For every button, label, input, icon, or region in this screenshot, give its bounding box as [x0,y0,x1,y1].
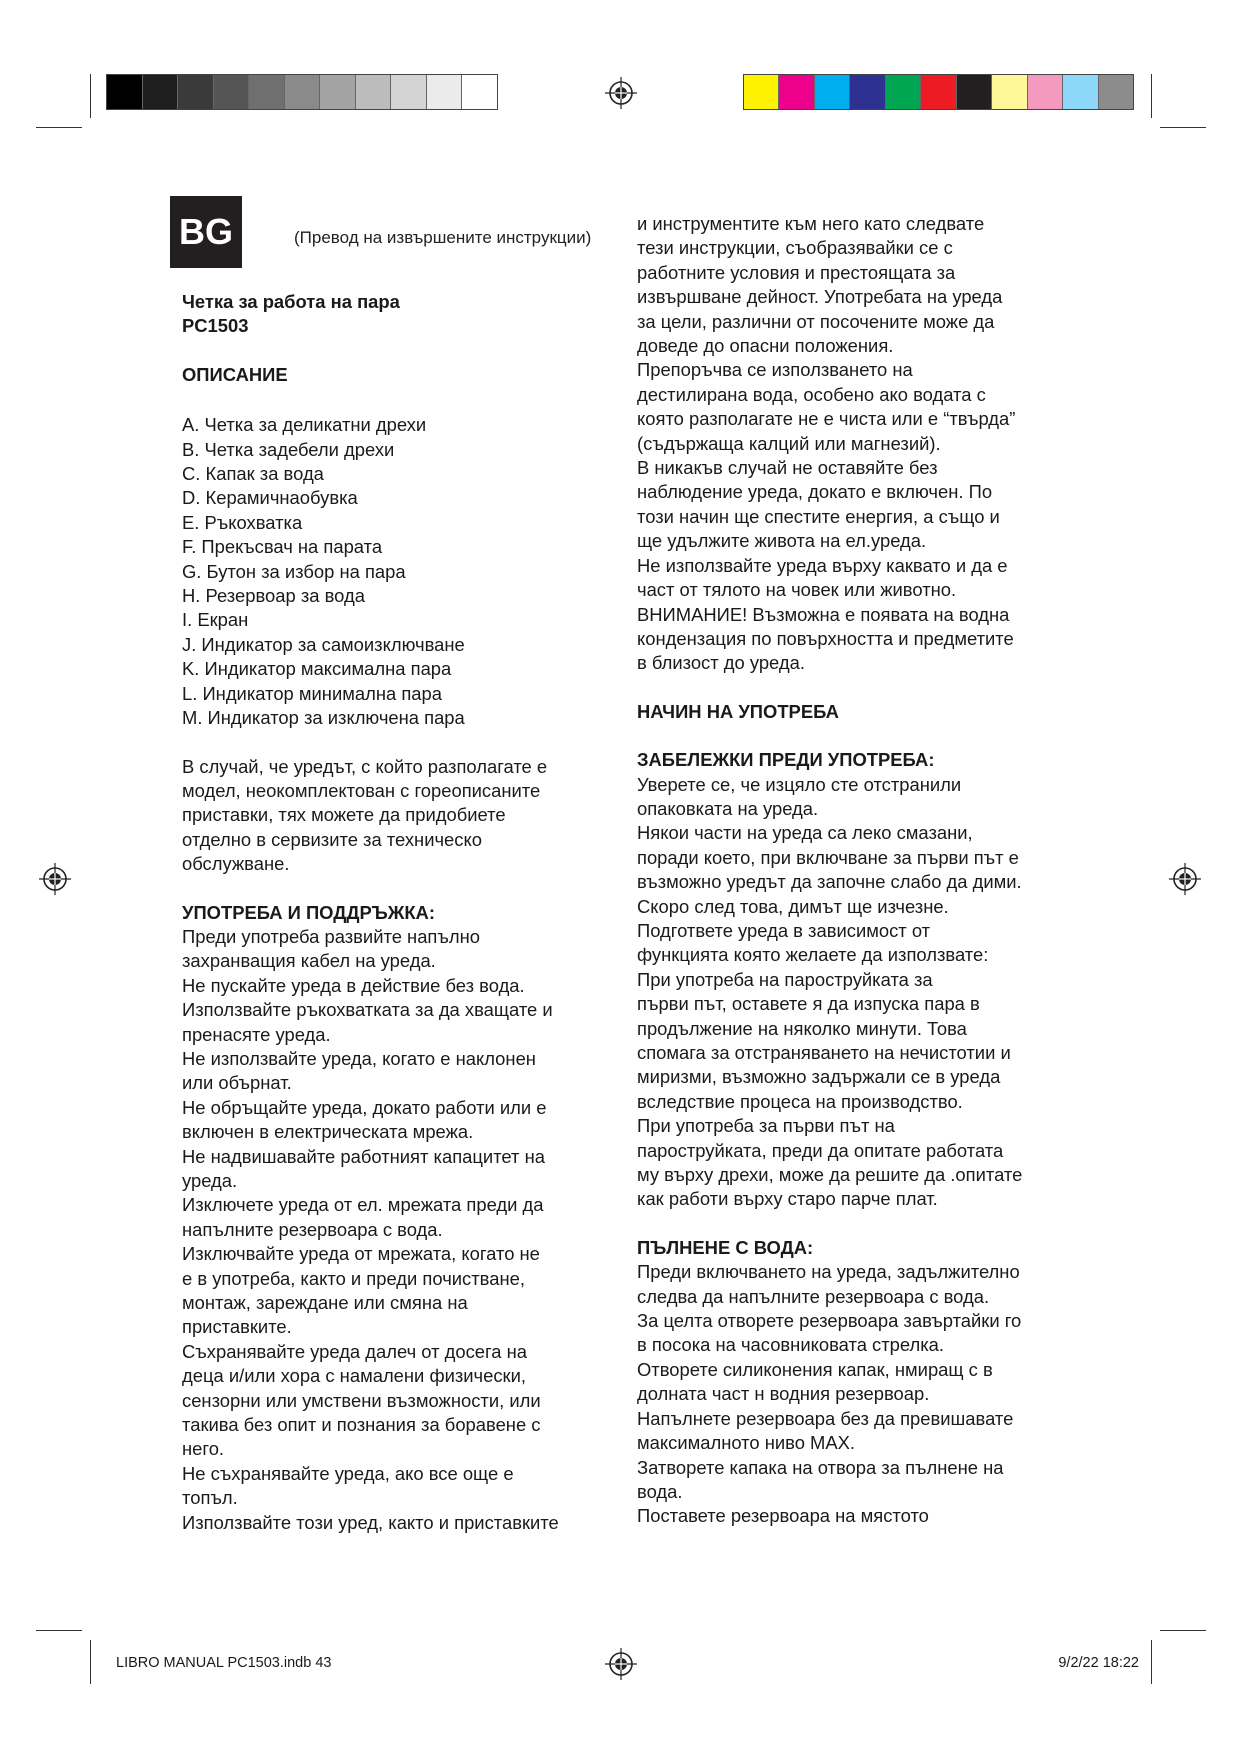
text-line: Някои части на уреда са леко смазани, [637,822,973,844]
text-line: Изключете уреда от ел. мрежата преди да [182,1194,544,1216]
text-line: В никакъв случай не оставяйте без [637,457,938,479]
text-line: продължение на няколко минути. Това [637,1017,967,1039]
text-line: спомага за отстраняването на нечистотии и [637,1042,1011,1063]
color-swatch [427,75,463,109]
process-color-bar [743,74,1134,110]
footer-date-time: 9/2/22 18:22 [1058,1655,1139,1671]
notes-text [637,773,1077,1212]
crop-mark [1160,1630,1206,1631]
crop-mark [90,1640,91,1684]
text-line: Преди употреба развийте напълно [182,925,480,947]
text-line: включен в електрическата мрежа. [182,1121,474,1143]
registration-mark-icon [1168,862,1202,896]
text-line: (съдържаща калций или магнезий). [637,432,941,454]
description-heading: ОПИСАНИЕ [182,363,288,385]
text-line: Уверете се, че изцяло сте отстранили [637,773,962,795]
safety-text [637,212,1077,676]
text-line: вода. [637,1480,683,1502]
text-line: топъл. [182,1487,238,1509]
text-line: него. [182,1438,225,1460]
text-line: поради което, при включване за първи път е [637,846,1019,868]
crop-mark [1151,1640,1152,1684]
text-line: за цели, различни от посочените може да [637,310,995,332]
part-item: K. Индикатор максимална пара [182,658,452,680]
text-line: долната част н водния резервоар. [637,1383,930,1405]
accessories-note [182,755,612,877]
product-model: PC1503 [182,315,249,337]
text-line: пароструйката, преди да опитате работата [637,1139,1004,1161]
text-line: му върху дрехи, може да решите да .опитате [637,1164,1023,1186]
text-line: такива без опит и познания за боравене с [182,1414,541,1436]
text-line: наблюдение уреда, докато е включен. По [637,481,993,503]
text-line: Скоро след това, димът ще изчезне. [637,895,949,917]
text-line: монтаж, зареждане или смяна на [182,1292,468,1314]
text-line: в близост до уреда. [637,652,805,674]
usage-text [182,925,612,1535]
part-item: D. Керамичнаобувка [182,487,358,509]
text-line: пренасяте уреда. [182,1023,331,1045]
text-line: Подгответе уреда в зависимост от [637,919,931,941]
text-line: Не пускайте уреда в действие без вода. [182,974,525,996]
text-line: работните условия и престоящата за [637,261,956,283]
color-swatch [992,75,1027,109]
color-swatch [356,75,392,109]
usage-heading: УПОТРЕБА И ПОДДРЪЖКА: [182,901,435,923]
text-line: която разполагате не е чиста или е “твърда” [637,408,1016,430]
text-line: извършване дейност. Употребата на уреда [637,286,1003,308]
text-line: как работи върху старо парче плат. [637,1188,938,1210]
color-swatch [214,75,250,109]
text-line: Не съхранявайте уреда, ако все още е [182,1462,514,1484]
part-item: L. Индикатор минимална пара [182,682,442,704]
text-line: Не използвайте уреда, когато е наклонен [182,1047,536,1069]
color-swatch [850,75,885,109]
text-line: максималното ниво MAX. [637,1432,856,1454]
text-line: За целта отворете резервоара завъртайки го [637,1310,1022,1332]
text-line: е в употреба, както и преди почистване, [182,1267,525,1289]
crop-mark [90,74,91,118]
text-line: вследствие процеса на производство. [637,1090,963,1112]
text-line: дестилирана вода, особено ако водата с [637,383,986,405]
color-swatch [285,75,321,109]
text-line: Използвайте ръкохватката за да хващате и [182,999,553,1021]
text-line: деца и/или хора с намалени физически, [182,1365,526,1387]
text-line: отделно в сервизите за техническо [182,828,482,850]
color-swatch [1063,75,1098,109]
text-line: и инструментите към него като следвате [637,213,985,234]
part-item: C. Капак за вода [182,463,324,485]
text-line: уреда. [182,1170,238,1191]
registration-mark-icon [604,1647,638,1681]
color-swatch [178,75,214,109]
text-line: ВНИМАНИЕ! Възможна е появата на водна [637,603,1010,625]
text-line: ще удължите живота на ел.уреда. [637,530,927,552]
color-swatch [779,75,814,109]
registration-mark-icon [604,76,638,110]
crop-mark [36,1630,82,1631]
part-item: G. Бутон за избор на пара [182,560,406,582]
color-swatch [107,75,143,109]
text-line: този начин ще спестите енергия, а също и [637,505,1000,527]
footer-file-info: LIBRO MANUAL PC1503.indb 43 [116,1655,332,1671]
text-line: кондензация по повърхността и предметите [637,627,1014,649]
text-line: Преди включването на уреда, задължително [637,1261,1020,1283]
text-line: В случай, че уредът, с който разполагате е [182,755,548,777]
text-line: тези инструкции, съобразявайки се с [637,237,953,259]
color-swatch [1028,75,1063,109]
text-line: първи път, оставете я да изпуска пара в [637,993,980,1015]
text-line: Съхранявайте уреда далеч от досега на [182,1340,528,1362]
language-badge: BG [170,196,242,268]
notes-heading: ЗАБЕЛЕЖКИ ПРЕДИ УПОТРЕБА: [637,749,935,771]
color-swatch [249,75,285,109]
crop-mark [1151,74,1152,118]
crop-mark [1160,127,1206,128]
text-line: При употреба за първи път на [637,1115,895,1137]
color-swatch [957,75,992,109]
part-item: B. Четка задебели дрехи [182,438,395,460]
text-line: приставки, тях можете да придобиете [182,804,506,826]
color-swatch [744,75,779,109]
part-item: J. Индикатор за самоизключване [182,633,465,655]
text-line: Не използвайте уреда върху каквато и да е [637,554,1008,576]
text-line: напълните резервоара с вода. [182,1218,443,1240]
part-item: M. Индикатор за изключена пара [182,707,465,729]
text-line: миризми, възможно задържали се в уреда [637,1066,1001,1088]
color-swatch [1099,75,1133,109]
text-line: Отворете силиконения капак, нмиращ с в [637,1358,993,1380]
text-line: Изключвайте уреда от мрежата, когато не [182,1243,540,1265]
text-line: следва да напълните резервоара с вода. [637,1285,990,1307]
part-item: H. Резервоар за вода [182,585,365,607]
color-swatch [143,75,179,109]
parts-list [182,411,612,730]
text-line: Препоръчва се използването на [637,359,913,381]
registration-mark-icon [38,862,72,896]
color-swatch [886,75,921,109]
color-swatch [815,75,850,109]
color-swatch [462,75,497,109]
text-line: Не надвишавайте работният капацитет на [182,1145,545,1167]
right-column [637,212,1077,1529]
part-item: E. Ръкохватка [182,511,303,533]
translation-note: (Превод на извършените инструкции) [294,228,592,247]
text-line: Използвайте този уред, както и приставките [182,1511,559,1533]
text-line: Не обръщайте уреда, докато работи или е [182,1096,547,1118]
color-swatch [320,75,356,109]
text-line: доведе до опасни положения. [637,335,894,357]
text-line: сензорни или умствени възможности, или [182,1389,541,1411]
text-line: възможно уредът да започне слабо да дими. [637,871,1022,893]
part-item: A. Четка за деликатни дрехи [182,414,427,436]
text-line: Поставете резервоара на мястото [637,1505,929,1527]
method-heading: НАЧИН НА УПОТРЕБА [637,700,839,722]
text-line: част от тялото на човек или животно. [637,579,957,601]
text-line: захранващия кабел на уреда. [182,950,436,972]
part-item: F. Прекъсвач на парата [182,536,383,558]
text-line: При употреба на пароструйката за [637,968,933,990]
grayscale-color-bar [106,74,498,110]
filling-heading: ПЪЛНЕНЕ С ВОДА: [637,1236,814,1258]
left-column [182,290,612,1535]
color-swatch [391,75,427,109]
crop-mark [36,127,82,128]
text-line: в посока на часовниковата стрелка. [637,1334,945,1356]
text-line: обслужване. [182,853,290,875]
filling-text [637,1260,1077,1528]
text-line: Затворете капака на отвора за пълнене на [637,1456,1004,1478]
text-line: или обърнат. [182,1072,292,1094]
text-line: опаковката на уреда. [637,797,819,819]
part-item: I. Екран [182,609,249,631]
text-line: функцията която желаете да използвате: [637,944,989,966]
text-line: модел, неокомплектован с гореописаните [182,779,541,801]
product-title: Четка за работа на пара [182,291,400,312]
text-line: приставките. [182,1316,292,1338]
color-swatch [921,75,956,109]
text-line: Напълнете резервоара без да превишавате [637,1407,1014,1429]
